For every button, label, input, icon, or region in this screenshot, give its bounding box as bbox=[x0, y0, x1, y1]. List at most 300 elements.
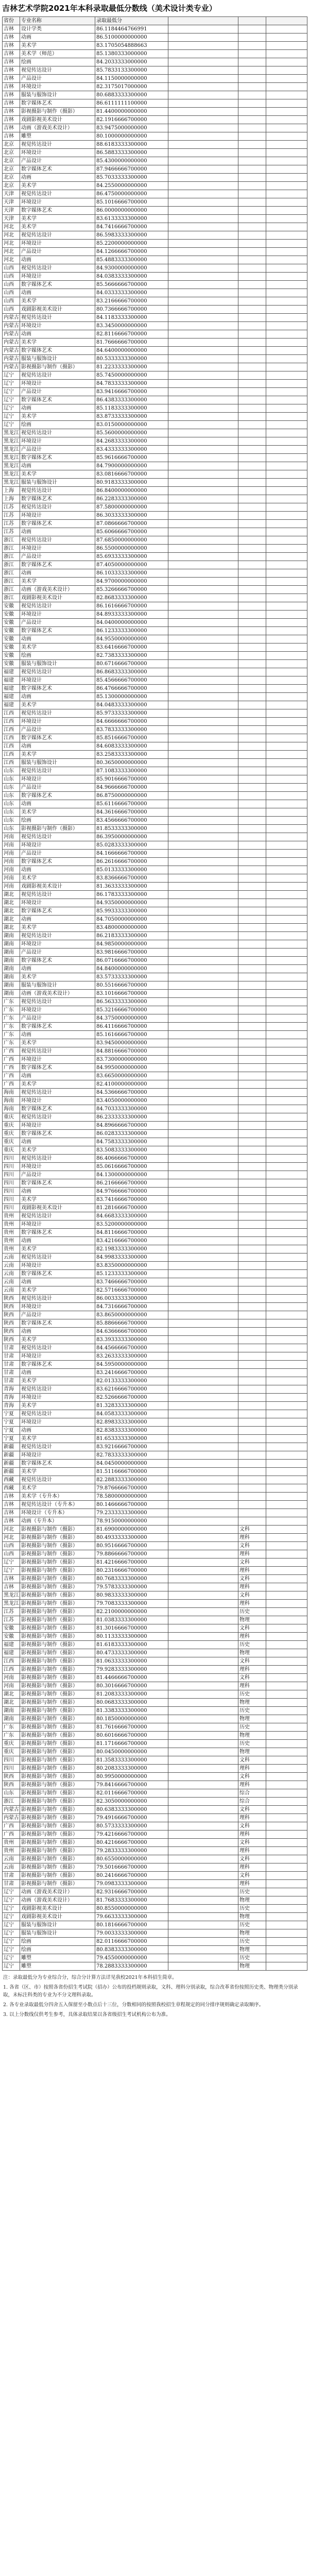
subject-type-cell bbox=[238, 726, 266, 734]
subject-type-cell: 理科 bbox=[238, 1666, 266, 1674]
blank-cell bbox=[168, 108, 238, 116]
score-cell: 80.7683333300000 bbox=[95, 1575, 168, 1583]
blank-cell bbox=[266, 1295, 307, 1303]
blank-cell bbox=[168, 1905, 238, 1913]
table-row bbox=[3, 1443, 307, 1451]
blank-cell bbox=[266, 1245, 307, 1253]
blank-cell bbox=[168, 800, 238, 808]
blank-cell bbox=[266, 314, 307, 322]
blank-cell bbox=[168, 858, 238, 866]
subject-type-cell bbox=[238, 141, 266, 149]
score-cell: 85.6933333300000 bbox=[95, 553, 168, 561]
province-cell: 内蒙古 bbox=[3, 314, 20, 322]
blank-cell bbox=[168, 1674, 238, 1682]
score-cell: 80.8550000000000 bbox=[95, 1905, 168, 1913]
subject-type-cell bbox=[238, 1493, 266, 1501]
major-cell: 服装与服饰设计 bbox=[20, 981, 95, 990]
table-row bbox=[3, 1278, 307, 1286]
province-cell: 上海 bbox=[3, 495, 20, 503]
blank-cell bbox=[168, 314, 238, 322]
table-row bbox=[3, 149, 307, 157]
major-cell: 美术学 bbox=[20, 1484, 95, 1493]
major-cell: 环境设计 bbox=[20, 1451, 95, 1460]
score-cell: 81.7616666700000 bbox=[95, 1723, 168, 1732]
score-cell: 79.8416666700000 bbox=[95, 1781, 168, 1789]
blank-cell bbox=[168, 652, 238, 660]
score-cell: 84.7033333300000 bbox=[95, 1105, 168, 1113]
blank-cell bbox=[266, 1014, 307, 1023]
major-cell: 产品设计 bbox=[20, 619, 95, 627]
blank-cell bbox=[266, 404, 307, 413]
province-cell: 宁夏 bbox=[3, 1427, 20, 1435]
major-cell: 影视摄影与制作（摄影） bbox=[20, 363, 95, 371]
major-cell: 环境设计 bbox=[20, 1394, 95, 1402]
table-row bbox=[3, 306, 307, 314]
table-row bbox=[3, 1402, 307, 1410]
table-row bbox=[3, 1526, 307, 1534]
blank-cell bbox=[168, 948, 238, 957]
blank-cell bbox=[168, 1023, 238, 1031]
blank-cell bbox=[266, 99, 307, 108]
blank-cell bbox=[266, 1699, 307, 1707]
table-row bbox=[3, 1352, 307, 1361]
blank-cell bbox=[168, 1657, 238, 1666]
score-cell: 86.0716666700000 bbox=[95, 957, 168, 965]
major-cell: 环境设计 bbox=[20, 940, 95, 948]
blank-cell bbox=[168, 1451, 238, 1460]
subject-type-cell bbox=[238, 940, 266, 948]
major-cell: 戏剧影视美术设计 bbox=[20, 1913, 95, 1921]
subject-type-cell bbox=[238, 734, 266, 742]
subject-type-cell bbox=[238, 569, 266, 578]
province-cell: 广西 bbox=[3, 1080, 20, 1089]
subject-type-cell bbox=[238, 1377, 266, 1385]
subject-type-cell bbox=[238, 371, 266, 380]
major-cell: 产品设计 bbox=[20, 784, 95, 792]
score-cell: 78.2883333300000 bbox=[95, 1962, 168, 1971]
blank-cell bbox=[266, 50, 307, 58]
province-cell: 新疆 bbox=[3, 1443, 20, 1451]
score-cell: 83.8733333300000 bbox=[95, 413, 168, 421]
major-cell: 数字媒体艺术 bbox=[20, 685, 95, 693]
blank-cell bbox=[168, 981, 238, 990]
blank-cell bbox=[266, 281, 307, 289]
blank-cell bbox=[266, 380, 307, 388]
blank-cell bbox=[168, 404, 238, 413]
table-row bbox=[3, 1608, 307, 1616]
province-cell: 山西 bbox=[3, 1550, 20, 1558]
subject-type-cell bbox=[238, 330, 266, 338]
blank-cell bbox=[266, 1113, 307, 1122]
score-cell: 84.8966666700000 bbox=[95, 1122, 168, 1130]
province-cell: 内蒙古 bbox=[3, 338, 20, 347]
province-cell: 山西 bbox=[3, 1542, 20, 1550]
blank-cell bbox=[168, 1913, 238, 1921]
subject-type-cell: 物理 bbox=[238, 1732, 266, 1740]
blank-cell bbox=[168, 1064, 238, 1072]
major-cell: 影视摄影与制作（摄影） bbox=[20, 1550, 95, 1558]
blank-cell bbox=[266, 1682, 307, 1690]
table-row bbox=[3, 1039, 307, 1047]
subject-type-cell bbox=[238, 355, 266, 363]
subject-type-cell bbox=[238, 1014, 266, 1023]
blank-cell bbox=[168, 1690, 238, 1699]
province-cell: 内蒙古 bbox=[3, 322, 20, 330]
province-cell: 浙江 bbox=[3, 586, 20, 594]
score-cell: 80.1466666700000 bbox=[95, 1501, 168, 1509]
blank-cell bbox=[168, 116, 238, 124]
major-cell: 视觉传达设计（专升本） bbox=[20, 1501, 95, 1509]
blank-cell bbox=[266, 1179, 307, 1188]
major-cell: 美术学 bbox=[20, 413, 95, 421]
major-cell: 影视摄影与制作（摄影） bbox=[20, 1789, 95, 1798]
subject-type-cell bbox=[238, 215, 266, 223]
province-cell: 北京 bbox=[3, 165, 20, 174]
table-row bbox=[3, 1624, 307, 1633]
province-cell: 江西 bbox=[3, 1666, 20, 1674]
subject-type-cell bbox=[238, 858, 266, 866]
subject-type-cell bbox=[238, 50, 266, 58]
score-cell: 80.2416666700000 bbox=[95, 1872, 168, 1880]
blank-cell bbox=[266, 1707, 307, 1715]
major-cell: 动画 bbox=[20, 1278, 95, 1286]
major-cell: 环境设计 bbox=[20, 775, 95, 784]
blank-cell bbox=[168, 297, 238, 306]
score-cell: 81.2233333300000 bbox=[95, 363, 168, 371]
subject-type-cell bbox=[238, 1113, 266, 1122]
blank-cell bbox=[168, 1146, 238, 1155]
major-cell: 环境设计 bbox=[20, 1262, 95, 1270]
province-cell: 安徽 bbox=[3, 627, 20, 635]
score-cell: 84.9983333300000 bbox=[95, 1253, 168, 1262]
blank-cell bbox=[168, 1740, 238, 1748]
blank-cell bbox=[168, 998, 238, 1006]
blank-cell bbox=[168, 1608, 238, 1616]
major-cell: 美术学 bbox=[20, 1245, 95, 1253]
table-row bbox=[3, 1171, 307, 1179]
major-cell: 影视摄影与制作（摄影） bbox=[20, 1855, 95, 1863]
blank-cell bbox=[168, 50, 238, 58]
score-cell: 80.5516666700000 bbox=[95, 981, 168, 990]
subject-type-cell bbox=[238, 437, 266, 446]
province-cell: 湖南 bbox=[3, 940, 20, 948]
blank-cell bbox=[168, 1616, 238, 1624]
blank-cell bbox=[168, 1212, 238, 1221]
table-row bbox=[3, 891, 307, 899]
subject-type-cell bbox=[238, 841, 266, 850]
major-cell: 戏剧影视美术设计 bbox=[20, 306, 95, 314]
blank-cell bbox=[266, 981, 307, 990]
province-cell: 广东 bbox=[3, 1023, 20, 1031]
major-cell: 服装与服饰设计 bbox=[20, 660, 95, 668]
blank-cell bbox=[168, 1789, 238, 1798]
province-cell: 河南 bbox=[3, 874, 20, 883]
province-cell: 陕西 bbox=[3, 1336, 20, 1344]
province-cell: 广东 bbox=[3, 1006, 20, 1014]
province-cell: 吉林 bbox=[3, 1509, 20, 1517]
table-row bbox=[3, 182, 307, 190]
subject-type-cell bbox=[238, 899, 266, 907]
major-cell: 数字媒体艺术 bbox=[20, 281, 95, 289]
major-cell: 美术学 bbox=[20, 924, 95, 932]
subject-type-cell bbox=[238, 273, 266, 281]
blank-cell bbox=[168, 899, 238, 907]
table-row bbox=[3, 1781, 307, 1789]
subject-type-cell bbox=[238, 248, 266, 256]
subject-type-cell bbox=[238, 561, 266, 569]
table-row bbox=[3, 1460, 307, 1468]
blank-cell bbox=[168, 454, 238, 462]
major-cell: 戏剧影视美术设计 bbox=[20, 883, 95, 891]
score-cell: 85.1183333300000 bbox=[95, 404, 168, 413]
table-row bbox=[3, 668, 307, 676]
major-cell: 影视摄影与制作（摄影） bbox=[20, 1806, 95, 1814]
table-row bbox=[3, 1286, 307, 1295]
blank-cell bbox=[266, 273, 307, 281]
subject-type-cell: 物理 bbox=[238, 1715, 266, 1723]
major-cell: 数字媒体艺术 bbox=[20, 454, 95, 462]
table-row bbox=[3, 1542, 307, 1550]
major-cell: 产品设计 bbox=[20, 446, 95, 454]
score-cell: 79.8866666700000 bbox=[95, 1550, 168, 1558]
province-cell: 辽宁 bbox=[3, 1921, 20, 1929]
province-cell: 河南 bbox=[3, 841, 20, 850]
blank-cell bbox=[266, 223, 307, 231]
blank-cell bbox=[266, 932, 307, 940]
subject-type-cell bbox=[238, 231, 266, 240]
major-cell: 环境设计 bbox=[20, 1097, 95, 1105]
major-cell: 影视摄影与制作（摄影） bbox=[20, 108, 95, 116]
score-cell: 85.9616666700000 bbox=[95, 454, 168, 462]
score-cell: 82.1916666700000 bbox=[95, 116, 168, 124]
blank-cell bbox=[168, 924, 238, 932]
blank-cell bbox=[266, 116, 307, 124]
major-cell: 美术学 bbox=[20, 578, 95, 586]
score-cell: 84.7416666700000 bbox=[95, 223, 168, 231]
major-cell: 数字媒体艺术 bbox=[20, 1064, 95, 1072]
blank-cell bbox=[168, 586, 238, 594]
table-row bbox=[3, 1146, 307, 1155]
major-cell: 影视摄影与制作（摄影） bbox=[20, 1649, 95, 1657]
score-cell: 79.0033333300000 bbox=[95, 1929, 168, 1938]
province-cell: 湖南 bbox=[3, 1715, 20, 1723]
major-cell: 美术学（专升本） bbox=[20, 1493, 95, 1501]
province-cell: 安徽 bbox=[3, 611, 20, 619]
blank-cell bbox=[168, 388, 238, 396]
score-cell: 84.6083333300000 bbox=[95, 742, 168, 751]
blank-cell bbox=[266, 174, 307, 182]
blank-cell bbox=[266, 792, 307, 800]
blank-cell bbox=[266, 231, 307, 240]
province-cell: 山西 bbox=[3, 281, 20, 289]
score-cell: 81.3283333300000 bbox=[95, 1402, 168, 1410]
table-row bbox=[3, 1212, 307, 1221]
province-cell: 江苏 bbox=[3, 528, 20, 536]
province-cell: 辽宁 bbox=[3, 388, 20, 396]
province-cell: 内蒙古 bbox=[3, 330, 20, 338]
major-cell: 绘画 bbox=[20, 817, 95, 825]
table-row bbox=[3, 347, 307, 355]
blank-cell bbox=[266, 545, 307, 553]
major-cell: 影视摄影与制作（摄影） bbox=[20, 1575, 95, 1583]
subject-type-cell: 文科 bbox=[238, 1575, 266, 1583]
province-cell: 辽宁 bbox=[3, 1938, 20, 1946]
blank-cell bbox=[266, 578, 307, 586]
major-cell: 美术学（师范） bbox=[20, 50, 95, 58]
major-cell: 美术学 bbox=[20, 1402, 95, 1410]
score-cell: 85.3216666700000 bbox=[95, 1006, 168, 1014]
province-cell: 宁夏 bbox=[3, 1418, 20, 1427]
subject-type-cell: 理科 bbox=[238, 1765, 266, 1773]
score-cell: 79.5783333300000 bbox=[95, 1583, 168, 1591]
blank-cell bbox=[266, 1608, 307, 1616]
score-cell: 79.4216666700000 bbox=[95, 1831, 168, 1839]
subject-type-cell bbox=[238, 1476, 266, 1484]
score-cell: 86.2333333300000 bbox=[95, 1113, 168, 1122]
major-cell: 动画（游戏美术设计） bbox=[20, 586, 95, 594]
province-cell: 重庆 bbox=[3, 1130, 20, 1138]
subject-type-cell bbox=[238, 850, 266, 858]
major-cell: 动画 bbox=[20, 635, 95, 643]
table-row bbox=[3, 281, 307, 289]
subject-type-cell bbox=[238, 874, 266, 883]
table-header-row bbox=[3, 17, 307, 25]
blank-cell bbox=[266, 256, 307, 264]
score-cell: 83.4216666700000 bbox=[95, 1237, 168, 1245]
table-row bbox=[3, 1896, 307, 1905]
table-row bbox=[3, 709, 307, 718]
province-cell: 天津 bbox=[3, 190, 20, 198]
subject-type-cell bbox=[238, 421, 266, 429]
blank-cell bbox=[266, 338, 307, 347]
table-row bbox=[3, 1163, 307, 1171]
blank-cell bbox=[266, 924, 307, 932]
subject-type-cell: 物理 bbox=[238, 1616, 266, 1624]
subject-type-cell bbox=[238, 545, 266, 553]
table-row bbox=[3, 1130, 307, 1138]
blank-cell bbox=[168, 1245, 238, 1253]
blank-cell bbox=[168, 1188, 238, 1196]
table-row bbox=[3, 248, 307, 256]
score-cell: 85.7833133300000 bbox=[95, 66, 168, 75]
table-row bbox=[3, 1946, 307, 1954]
blank-cell bbox=[266, 1385, 307, 1394]
subject-type-cell bbox=[238, 1344, 266, 1352]
subject-type-cell bbox=[238, 611, 266, 619]
blank-cell bbox=[168, 75, 238, 83]
blank-cell bbox=[266, 149, 307, 157]
subject-type-cell bbox=[238, 479, 266, 487]
table-row bbox=[3, 1806, 307, 1814]
major-cell: 环境设计 bbox=[20, 380, 95, 388]
blank-cell bbox=[266, 1319, 307, 1328]
major-cell: 数字媒体艺术 bbox=[20, 1023, 95, 1031]
subject-type-cell bbox=[238, 825, 266, 833]
blank-cell bbox=[168, 1938, 238, 1946]
province-cell: 广东 bbox=[3, 998, 20, 1006]
blank-cell bbox=[168, 1888, 238, 1896]
blank-cell bbox=[266, 1039, 307, 1047]
major-cell: 美术学 bbox=[20, 1146, 95, 1155]
blank-cell bbox=[168, 1814, 238, 1822]
table-row bbox=[3, 759, 307, 767]
subject-type-cell bbox=[238, 1460, 266, 1468]
blank-cell bbox=[168, 437, 238, 446]
blank-cell bbox=[168, 1954, 238, 1962]
province-cell: 辽宁 bbox=[3, 413, 20, 421]
subject-type-cell bbox=[238, 1451, 266, 1460]
score-cell: 86.4750000000000 bbox=[95, 190, 168, 198]
major-cell: 戏剧影视美术设计 bbox=[20, 594, 95, 602]
table-row bbox=[3, 1847, 307, 1855]
major-cell: 产品设计 bbox=[20, 388, 95, 396]
table-row bbox=[3, 883, 307, 891]
table-row bbox=[3, 1888, 307, 1896]
province-cell: 湖北 bbox=[3, 916, 20, 924]
province-cell: 吉林 bbox=[3, 1493, 20, 1501]
score-cell: 84.7316666700000 bbox=[95, 1303, 168, 1311]
subject-type-cell bbox=[238, 1080, 266, 1089]
table-row bbox=[3, 1179, 307, 1188]
blank-cell bbox=[168, 132, 238, 141]
blank-cell bbox=[266, 1443, 307, 1451]
table-row bbox=[3, 1113, 307, 1122]
province-cell: 海南 bbox=[3, 1089, 20, 1097]
blank-cell bbox=[168, 1641, 238, 1649]
blank-cell bbox=[266, 1402, 307, 1410]
blank-cell bbox=[168, 709, 238, 718]
table-row bbox=[3, 66, 307, 75]
blank-cell bbox=[168, 429, 238, 437]
blank-cell bbox=[266, 1616, 307, 1624]
score-cell: 83.7833333300000 bbox=[95, 726, 168, 734]
table-row bbox=[3, 536, 307, 545]
blank-cell bbox=[168, 1080, 238, 1089]
major-cell: 美术学 bbox=[20, 297, 95, 306]
table-row bbox=[3, 141, 307, 149]
blank-cell bbox=[266, 289, 307, 297]
blank-cell bbox=[168, 495, 238, 503]
blank-cell bbox=[168, 91, 238, 99]
header-empty bbox=[168, 17, 238, 25]
blank-cell bbox=[168, 1105, 238, 1113]
blank-cell bbox=[266, 998, 307, 1006]
subject-type-cell bbox=[238, 1146, 266, 1155]
major-cell: 美术学 bbox=[20, 223, 95, 231]
major-cell: 数字媒体艺术 bbox=[20, 1460, 95, 1468]
blank-cell bbox=[168, 767, 238, 775]
score-cell: 84.9300000000000 bbox=[95, 264, 168, 273]
table-row bbox=[3, 1072, 307, 1080]
blank-cell bbox=[266, 817, 307, 825]
blank-cell bbox=[266, 371, 307, 380]
blank-cell bbox=[168, 1806, 238, 1814]
blank-cell bbox=[266, 759, 307, 767]
blank-cell bbox=[168, 396, 238, 404]
blank-cell bbox=[168, 916, 238, 924]
blank-cell bbox=[168, 1624, 238, 1633]
province-cell: 浙江 bbox=[3, 1798, 20, 1806]
subject-type-cell bbox=[238, 1039, 266, 1047]
major-cell: 影视摄影与制作（摄影） bbox=[20, 1732, 95, 1740]
blank-cell bbox=[266, 734, 307, 742]
major-cell: 动画 bbox=[20, 1072, 95, 1080]
blank-cell bbox=[266, 948, 307, 957]
table-row bbox=[3, 413, 307, 421]
table-row bbox=[3, 1938, 307, 1946]
score-cell: 81.6183333300000 bbox=[95, 1641, 168, 1649]
subject-type-cell: 历史 bbox=[238, 1938, 266, 1946]
